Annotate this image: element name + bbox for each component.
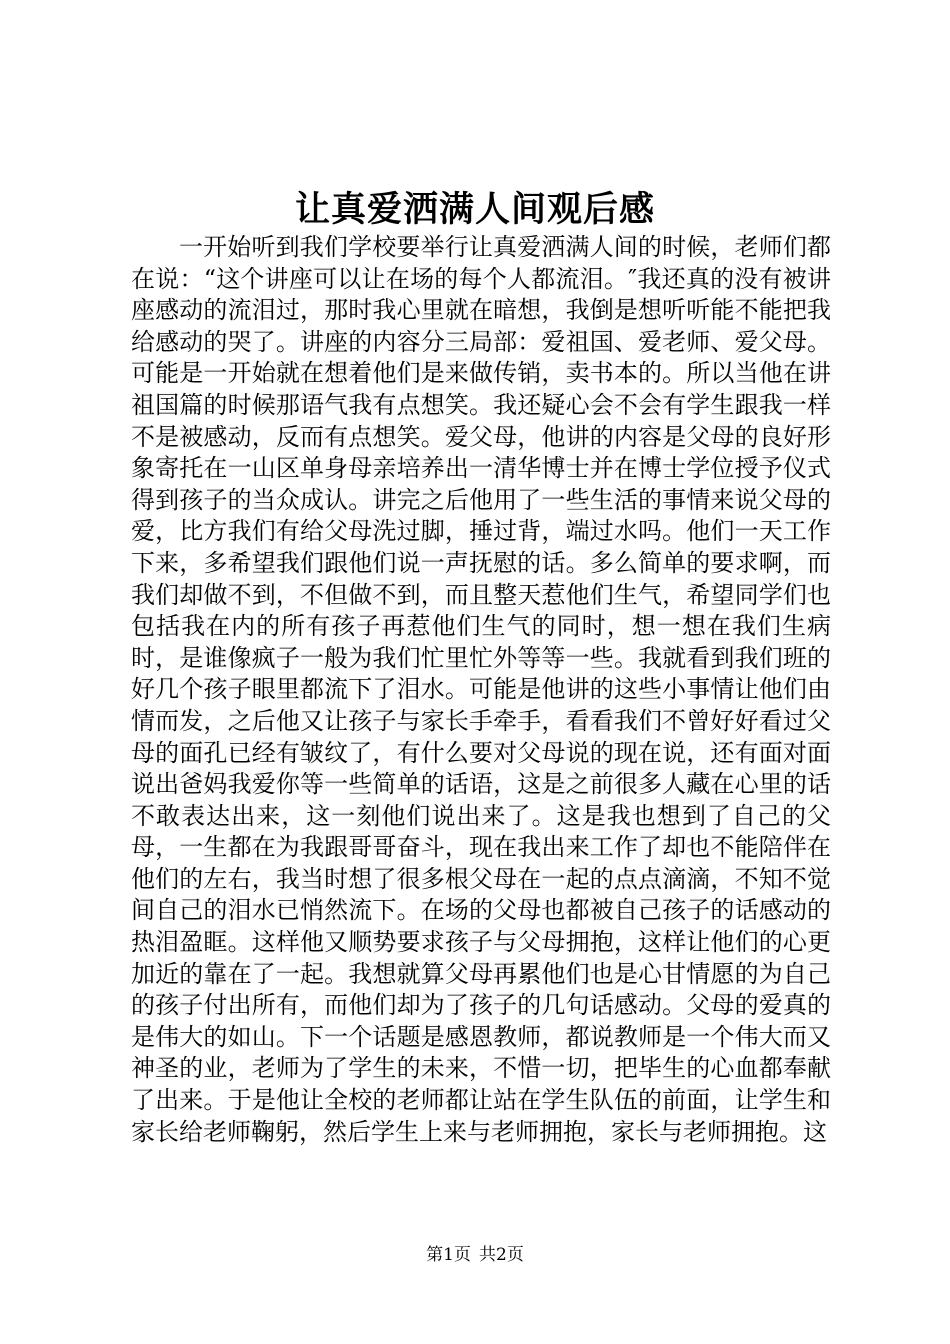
page-number-total: 共2页 [479,1245,524,1265]
page-footer [0,1244,950,1266]
page-number-current: 第1页 [426,1245,471,1265]
document-title: 让真爱洒满人间观后感 [294,189,655,230]
document-body: 一开始听到我们学校要举行让真爱洒满人间的时候，老师们都在说：“这个讲座可以让在场的每个人都流泪。″我还真的没有被讲座感动的流泪过，那时我心里就在暗想，我倒是想听听能不能把我给感动的哭了。讲座的内容分三局部：爱祖国、爱老师、爱父母。可能是一开始就在想着他们是来做传销，卖书本的。所以当他在讲祖国篇的时候那语气我有点想笑。我还疑心会不会有学生跟我一样不是被感动，反而有点想笑。爱父母，他讲的内容是父母的良好形象寄托在一山区单身母亲培养出一清华博士并在博士学位授予仪式得到孩子的当众成认。讲完之后他用了一些生活的事情来说父母的爱，比方我们有给父母洗过脚，捶过背，端过水吗。他们一天工作下来，多希望我们跟他们说一声抚慰的话。多么简单的要求啊，而我们却做不到，不但做不到，而且整天惹他们生气，希望同学们也包括我在内的所有孩子再惹他们生气的同时，想一想在我们生病时，是谁像疯子一般为我们忙里忙外等等一些。我就看到我们班的好几个孩子眼里都流下了泪水。可能是他讲的这些小事情让他们由情而发，之后他又让孩子与家长手牵手，看看我们不曾好好看过父母的面孔已经有皱纹了，有什么要对父母说的现在说，还有面对面说出爸妈我爱你等一些简单的话语，这是之前很多人藏在心里的话不敢表达出来，这一刻他们说出来了。这是我也想到了自己的父母，一生都在为我跟哥哥奋斗，现在我出来工作了却也不能陪伴在他们的左右，我当时想了很多根父母在一起的点点滴滴，不知不觉间自己的泪水已悄然流下。在场的父母也都被自己孩子的话感动的热泪盈眶。这样他又顺势要求孩子与父母拥抱，这样让他们的心更加近的靠在了一起。我想就算父母再累他们也是心甘情愿的为自己的孩子付出所有，而他们却为了孩子的几句话感动。父母的爱真的是伟大的如山。下一个话题是感恩教师，都说教师是一个伟大而又神圣的业，老师为了学生的未来，不惜一切，把毕生的心血都奉献了出来。于是他让全校的老师都让站在学生队伍的前面，让学生和家长给老师鞠躬，然后学生上来与老师拥抱，家长与老师拥抱。这 [131,233,831,1146]
